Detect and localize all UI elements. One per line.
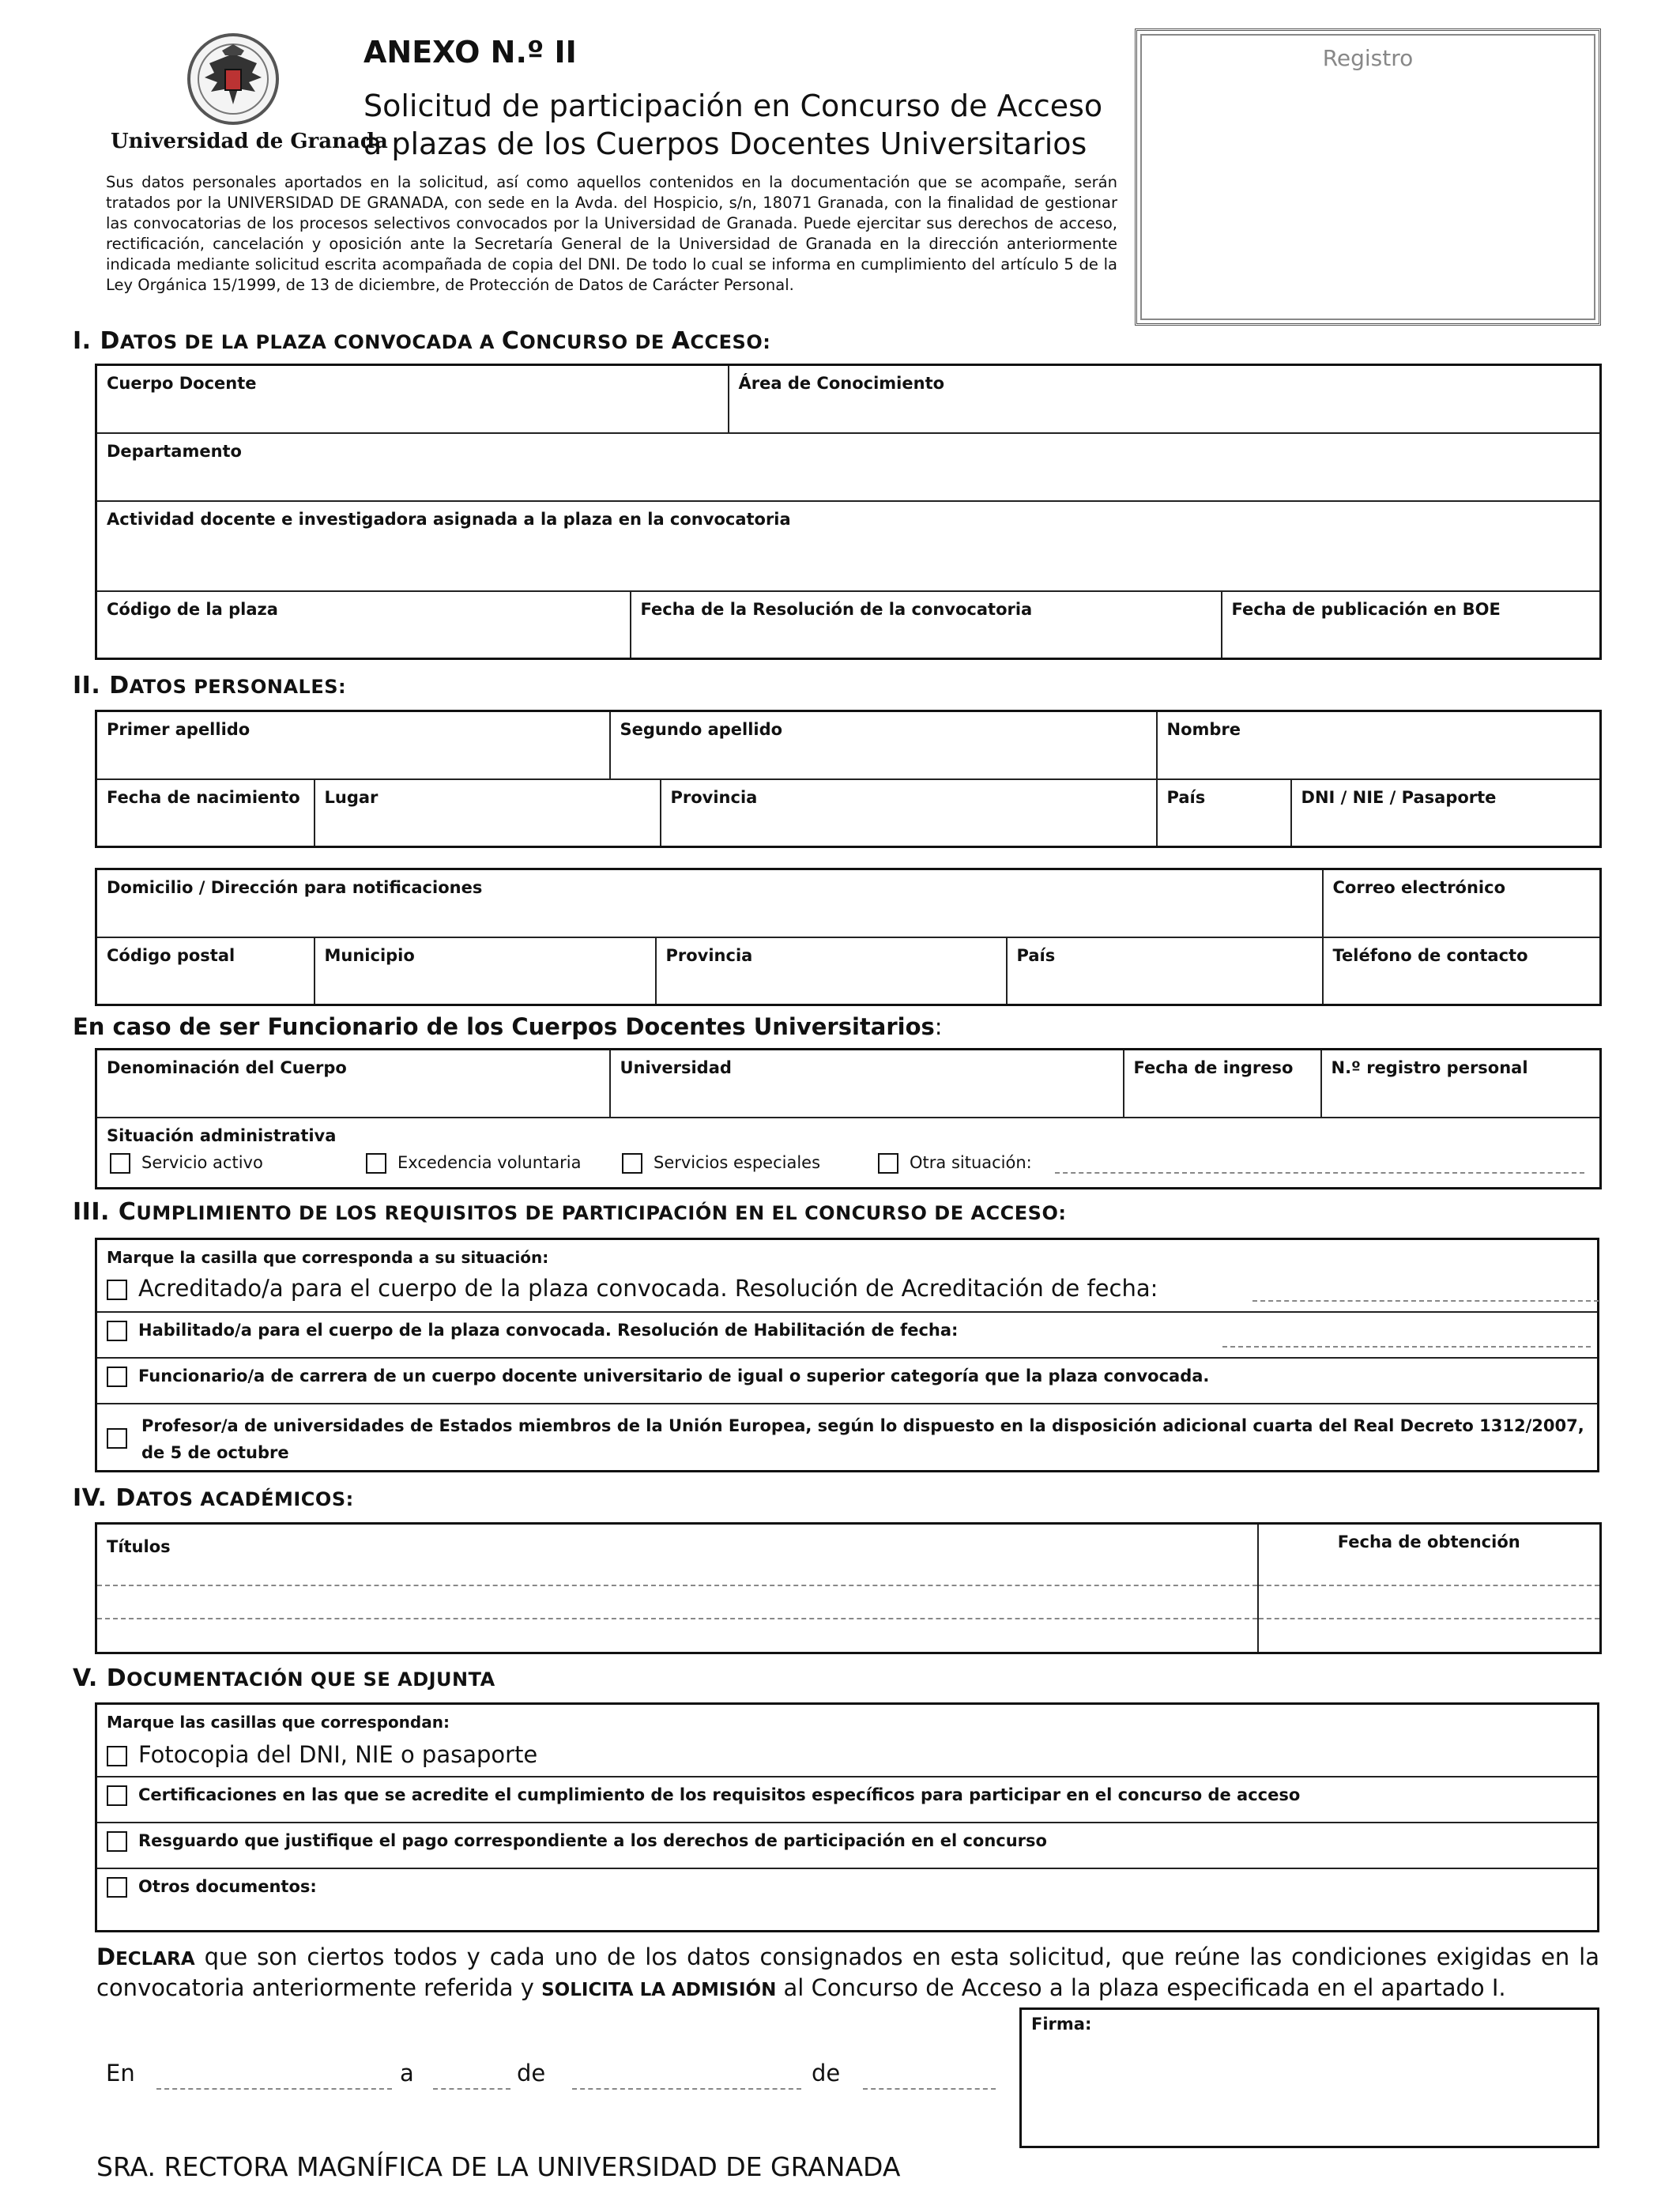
requisito-4: Profesor/a de universidades de Estados miembros de la Unión Europea, según lo dispuesto en la disposición adicional cuarta del Real Decreto 1312/2007, de 5 de octubre [96, 1404, 1599, 1472]
fecha-ingreso-field[interactable]: Fecha de ingreso [1124, 1050, 1321, 1118]
privacy-notice: Sus datos personales aportados en la solicitud, así como aquellos contenidos en la documentación que se acompañe, serán tratados por la UNIVERSIDAD DE GRANADA, con sede en la Avda. del Hospicio, s/n, 18071 Granada, con la finalidad de gestionar las convocatorias de los procesos selectivos convocados por la Universidad de Granada. Puede ejercitar sus derechos de acceso, rectificación, cancelación y oposición ante la Secretaría General de la Universidad de Granada en la dirección anteriormente indicada mediante solicitud escrita acompañada de copia del DNI. De todo lo cual se informa en cumplimiento del artículo 5 de la Ley Orgánica 15/1999, de 13 de diciembre, de Protección de Datos de Carácter Personal. [106, 173, 1117, 294]
section-2-heading: II. DATOS PERSONALES: [73, 672, 347, 699]
registro-box [1135, 28, 1601, 326]
subtitle-line-2: a plazas de los Cuerpos Docentes Universitarios [363, 126, 1087, 161]
checkbox-icon[interactable] [107, 1367, 127, 1387]
area-conocimiento-field[interactable]: Área de Conocimiento [729, 365, 1601, 433]
universidad-field[interactable]: Universidad [610, 1050, 1124, 1118]
checkbox-icon[interactable] [366, 1153, 386, 1174]
pais-field[interactable]: País [1157, 779, 1291, 847]
checkbox-icon[interactable] [110, 1153, 130, 1174]
denominacion-cuerpo-field[interactable]: Denominación del Cuerpo [96, 1050, 610, 1118]
requisitos-table [95, 1238, 1599, 1472]
requisito-3: Funcionario/a de carrera de un cuerpo docente universitario de igual o superior categoría que la plaza convocada. [96, 1358, 1599, 1404]
checkbox-icon[interactable] [878, 1153, 898, 1174]
actividad-field[interactable]: Actividad docente e investigadora asignada a la plaza en la convocatoria [96, 501, 1601, 591]
pais-dom-field[interactable]: País [1007, 937, 1323, 1005]
otra-situacion-line[interactable] [1055, 1172, 1584, 1174]
requisito-1: Marque la casilla que corresponda a su situación: Acreditado/a para el cuerpo de la plaza convocada. Resolución de Acreditación de fecha: [96, 1239, 1599, 1312]
provincia-dom-field[interactable]: Provincia [656, 937, 1007, 1005]
checkbox-icon[interactable] [107, 1321, 127, 1341]
documento-3: Resguardo que justifique el pago correspondiente a los derechos de participación en el concurso [96, 1823, 1599, 1868]
habilitacion-date-line[interactable] [1222, 1346, 1591, 1348]
documentacion-table [95, 1702, 1599, 1932]
fecha-row-1[interactable] [1258, 1585, 1601, 1619]
subtitle-line-1: Solicitud de participación en Concurso de Acceso [363, 89, 1103, 123]
otra-situacion-option[interactable]: Otra situación: [878, 1153, 1032, 1174]
a-label: a [400, 2060, 414, 2087]
firma-label: Firma: [1031, 2015, 1092, 2034]
primer-apellido-field[interactable]: Primer apellido [96, 711, 610, 779]
annex-title: ANEXO N.º II [363, 35, 577, 70]
titulos-field[interactable]: Títulos [96, 1524, 1258, 1585]
month-blank[interactable] [572, 2088, 801, 2090]
fecha-nacimiento-field[interactable]: Fecha de nacimiento [96, 779, 315, 847]
checkbox-icon[interactable] [107, 1831, 127, 1852]
funcionario-heading: En caso de ser Funcionario de los Cuerpos Docentes Universitarios: [73, 1013, 943, 1040]
fecha-row-2[interactable] [1258, 1619, 1601, 1653]
titulo-row-2[interactable] [96, 1619, 1258, 1653]
excedencia-option[interactable]: Excedencia voluntaria [366, 1153, 581, 1174]
registro-personal-field[interactable]: N.º registro personal [1321, 1050, 1601, 1118]
university-logo [111, 32, 388, 158]
checkbox-icon[interactable] [107, 1785, 127, 1806]
section-4-heading: IV. DATOS ACADÉMICOS: [73, 1484, 354, 1512]
dni-field[interactable]: DNI / NIE / Pasaporte [1291, 779, 1601, 847]
provincia-field[interactable]: Provincia [661, 779, 1157, 847]
registro-label: Registro [1322, 45, 1414, 71]
fecha-boe-field[interactable]: Fecha de publicación en BOE [1222, 591, 1601, 659]
checkbox-icon[interactable] [107, 1428, 127, 1449]
fecha-obtencion-field[interactable]: Fecha de obtención [1258, 1524, 1601, 1585]
checkbox-icon[interactable] [107, 1280, 127, 1300]
year-blank[interactable] [863, 2088, 996, 2090]
documento-1: Marque las casillas que correspondan: Fotocopia del DNI, NIE o pasaporte [96, 1704, 1599, 1777]
de-label-2: de [812, 2060, 841, 2087]
codigo-plaza-field[interactable]: Código de la plaza [96, 591, 631, 659]
lugar-field[interactable]: Lugar [315, 779, 661, 847]
requisito-2: Habilitado/a para el cuerpo de la plaza convocada. Resolución de Habilitación de fecha: [96, 1312, 1599, 1358]
marque-docs-label: Marque las casillas que correspondan: [107, 1713, 450, 1732]
marque-label: Marque la casilla que corresponda a su situación: [107, 1248, 549, 1267]
section-1-heading: I. DATOS DE LA PLAZA CONVOCADA A CONCURSO DE ACCESO: [73, 327, 771, 355]
declaration-text: DECLARA que son ciertos todos y cada uno de los datos consignados en esta solicitud, que reúne las condiciones exigidas en la convocatoria anteriormente referida y SOLICITA LA ADMISIÓN al Concurso de Acceso a la plaza especificada en el apartado I. [96, 1943, 1599, 2001]
documento-4: Otros documentos: [96, 1868, 1599, 1932]
personal-table [95, 710, 1602, 848]
acreditacion-date-line[interactable] [1252, 1300, 1599, 1302]
address-table [95, 868, 1602, 1006]
checkbox-icon[interactable] [107, 1877, 127, 1898]
segundo-apellido-field[interactable]: Segundo apellido [610, 711, 1157, 779]
place-date-line [106, 2060, 1015, 2099]
titulo-row-1[interactable] [96, 1585, 1258, 1619]
checkbox-icon[interactable] [622, 1153, 642, 1174]
form-subtitle [363, 87, 1102, 163]
section-5-heading: V. DOCUMENTACIÓN QUE SE ADJUNTA [73, 1664, 495, 1692]
situacion-field [96, 1118, 1601, 1189]
servicios-especiales-option[interactable]: Servicios especiales [622, 1153, 820, 1174]
crest-icon [186, 32, 281, 126]
telefono-field[interactable]: Teléfono de contacto [1323, 937, 1601, 1005]
university-name: Universidad de Granada [111, 130, 388, 153]
day-blank[interactable] [433, 2088, 510, 2090]
plaza-table [95, 364, 1602, 660]
addressee: SRA. RECTORA MAGNÍFICA DE LA UNIVERSIDAD DE GRANADA [96, 2151, 901, 2182]
situacion-label: Situación administrativa [107, 1125, 337, 1145]
fecha-resolucion-field[interactable]: Fecha de la Resolución de la convocatoria [631, 591, 1222, 659]
cuerpo-docente-field[interactable]: Cuerpo Docente [96, 365, 729, 433]
correo-field[interactable]: Correo electrónico [1323, 869, 1601, 937]
servicio-activo-option[interactable]: Servicio activo [110, 1153, 263, 1174]
de-label-1: de [517, 2060, 546, 2087]
codigo-postal-field[interactable]: Código postal [96, 937, 315, 1005]
nombre-field[interactable]: Nombre [1157, 711, 1601, 779]
firma-box[interactable] [1019, 2007, 1599, 2148]
section-3-heading: III. CUMPLIMIENTO DE LOS REQUISITOS DE PARTICIPACIÓN EN EL CONCURSO DE ACCESO: [73, 1198, 1067, 1226]
documento-2: Certificaciones en las que se acredite el cumplimiento de los requisitos específicos para participar en el concurso de acceso [96, 1777, 1599, 1823]
academicos-table [95, 1522, 1602, 1654]
domicilio-field[interactable]: Domicilio / Dirección para notificaciones [96, 869, 1323, 937]
city-blank[interactable] [156, 2088, 392, 2090]
en-label: En [106, 2060, 135, 2087]
municipio-field[interactable]: Municipio [315, 937, 656, 1005]
funcionario-table [95, 1048, 1602, 1189]
departamento-field[interactable]: Departamento [96, 433, 1601, 501]
checkbox-icon[interactable] [107, 1746, 127, 1766]
